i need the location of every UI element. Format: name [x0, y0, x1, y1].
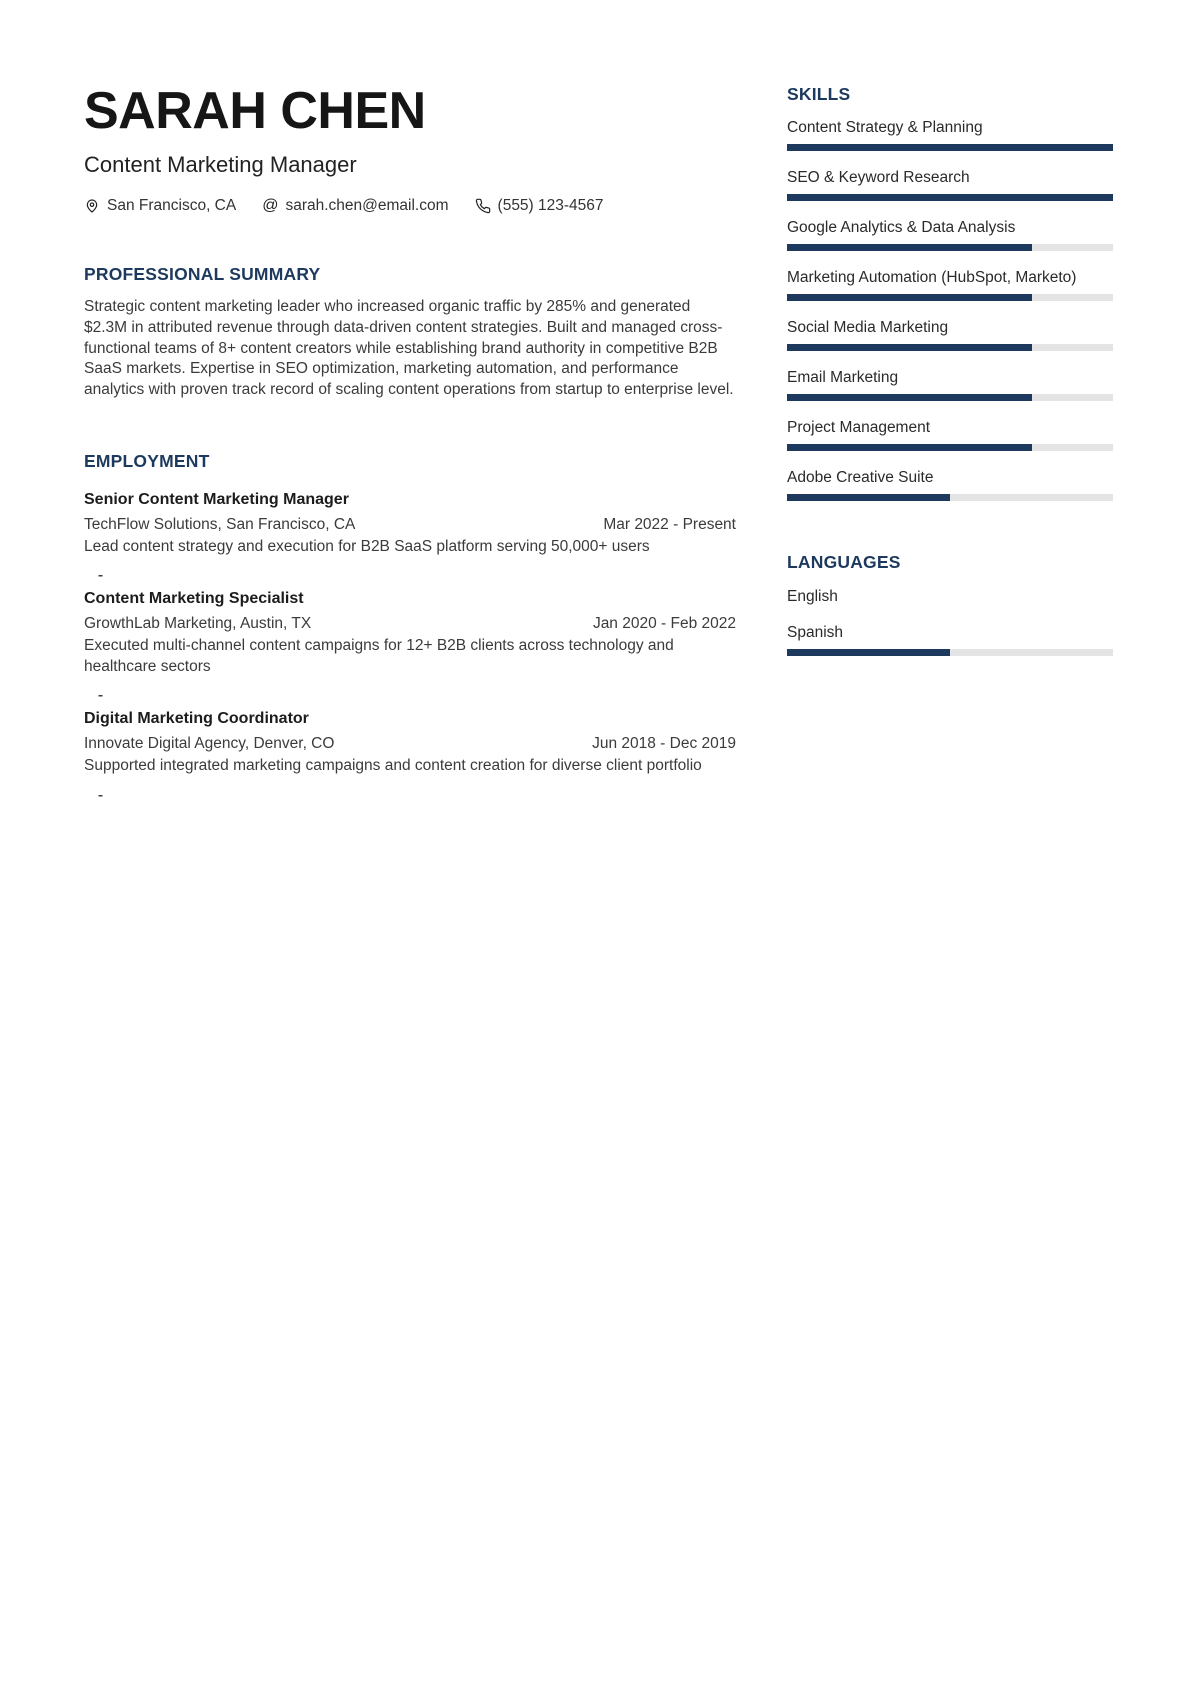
- skill-label: Adobe Creative Suite: [787, 469, 934, 487]
- job-title: Content Marketing Specialist: [84, 590, 304, 608]
- summary-text: Strategic content marketing leader who increased organic traffic by 285% and generated $2.3M in attributed revenue through data-driven content strategies. Built and managed cross-functional teams of 8+ content creators while establishing brand authority in competitive B2B SaaS markets. Expertise in SEO optimization, marketing automation, and performance analytics with proven track record of scaling content operations from startup to enterprise level.: [84, 298, 734, 398]
- skill-bar-fill: [787, 244, 1032, 251]
- section-skills: [787, 85, 1113, 501]
- job-summary: Supported integrated marketing campaigns and content creation for diverse client portfolio: [84, 757, 702, 775]
- skill-bar: [787, 649, 1113, 656]
- resume-page: [0, 0, 1200, 826]
- skill-bar-fill: [787, 444, 1032, 451]
- language-list: [787, 586, 1113, 656]
- job-entry: [84, 489, 736, 558]
- skills-heading: SKILLS: [787, 84, 851, 104]
- skill-label: SEO & Keyword Research: [787, 169, 970, 187]
- skill-bar: [787, 344, 1113, 351]
- skill-label: Spanish: [787, 623, 844, 641]
- summary-heading: PROFESSIONAL SUMMARY: [84, 264, 321, 285]
- skill-label: Content Strategy & Planning: [787, 119, 983, 137]
- contact-email-text: sarah.chen@email.com: [285, 197, 449, 215]
- skill-bar-fill: [787, 144, 1113, 151]
- contact-phone: [475, 197, 604, 215]
- job-entry: [84, 708, 736, 777]
- skill-item: [787, 317, 1113, 351]
- job-title: Digital Marketing Coordinator: [84, 710, 309, 728]
- skill-bar: [787, 494, 1113, 501]
- skill-item: [787, 586, 1113, 607]
- skill-bar-fill: [787, 294, 1032, 301]
- skill-bar: [787, 444, 1113, 451]
- skill-label: Google Analytics & Data Analysis: [787, 219, 1016, 237]
- contact-location: [84, 197, 236, 215]
- person-name: SARAH CHEN: [84, 82, 426, 140]
- skill-item: [787, 117, 1113, 151]
- section-languages: [787, 553, 1113, 655]
- skill-label: Project Management: [787, 419, 931, 437]
- contact-email: [262, 197, 448, 215]
- contact-phone-text: (555) 123-4567: [497, 197, 604, 215]
- skill-bar: [787, 394, 1113, 401]
- languages-heading: LANGUAGES: [787, 552, 901, 573]
- skill-bar: [787, 294, 1113, 301]
- person-headline: Content Marketing Manager: [84, 152, 357, 177]
- main-column: [84, 82, 736, 786]
- job-title: Senior Content Marketing Manager: [84, 490, 349, 508]
- phone-icon: [475, 198, 491, 214]
- skill-bar-fill: [787, 494, 950, 501]
- skill-item: [787, 467, 1113, 501]
- job-entry: [84, 588, 736, 677]
- job-company: Innovate Digital Agency, Denver, CO: [84, 735, 335, 753]
- job-list: [84, 489, 736, 777]
- skill-bar: [787, 194, 1113, 201]
- job-summary: Executed multi-channel content campaigns for 12+ B2B clients across technology and healthcare sectors: [84, 637, 674, 675]
- sidebar-column: [787, 85, 1113, 671]
- skill-bar: [787, 244, 1113, 251]
- skill-item: [787, 167, 1113, 201]
- skill-label: Social Media Marketing: [787, 319, 949, 337]
- skill-item: [787, 417, 1113, 451]
- skill-label: English: [787, 587, 838, 605]
- section-employment: [84, 452, 736, 777]
- job-company: GrowthLab Marketing, Austin, TX: [84, 615, 312, 633]
- location-pin-icon: [84, 198, 100, 214]
- skill-bar-fill: [787, 394, 1032, 401]
- skill-list: [787, 117, 1113, 501]
- job-dates: Jan 2020 - Feb 2022: [592, 615, 736, 633]
- employment-heading: EMPLOYMENT: [84, 451, 210, 472]
- job-dates: Mar 2022 - Present: [603, 515, 736, 533]
- job-meta-row: [84, 613, 736, 634]
- skill-label: Marketing Automation (HubSpot, Marketo): [787, 269, 1077, 287]
- skill-bar-fill: [787, 649, 950, 656]
- skill-item: [787, 367, 1113, 401]
- skill-bar-fill: [787, 194, 1113, 201]
- at-icon: @: [262, 197, 279, 215]
- contact-row: [84, 197, 736, 215]
- resume-header: [84, 82, 736, 215]
- skill-bar: [787, 144, 1113, 151]
- job-summary: Lead content strategy and execution for B2B SaaS platform serving 50,000+ users: [84, 537, 650, 555]
- left-sections: [84, 265, 736, 777]
- skill-item: [787, 217, 1113, 251]
- job-meta-row: [84, 733, 736, 754]
- job-company: TechFlow Solutions, San Francisco, CA: [84, 515, 356, 533]
- skill-bar-fill: [787, 344, 1032, 351]
- skill-label: Email Marketing: [787, 369, 899, 387]
- section-professional-summary: [84, 265, 736, 400]
- job-dates: Jun 2018 - Dec 2019: [592, 735, 736, 753]
- job-meta-row: [84, 514, 736, 535]
- skill-item: [787, 622, 1113, 656]
- skill-item: [787, 267, 1113, 301]
- contact-location-text: San Francisco, CA: [107, 197, 237, 215]
